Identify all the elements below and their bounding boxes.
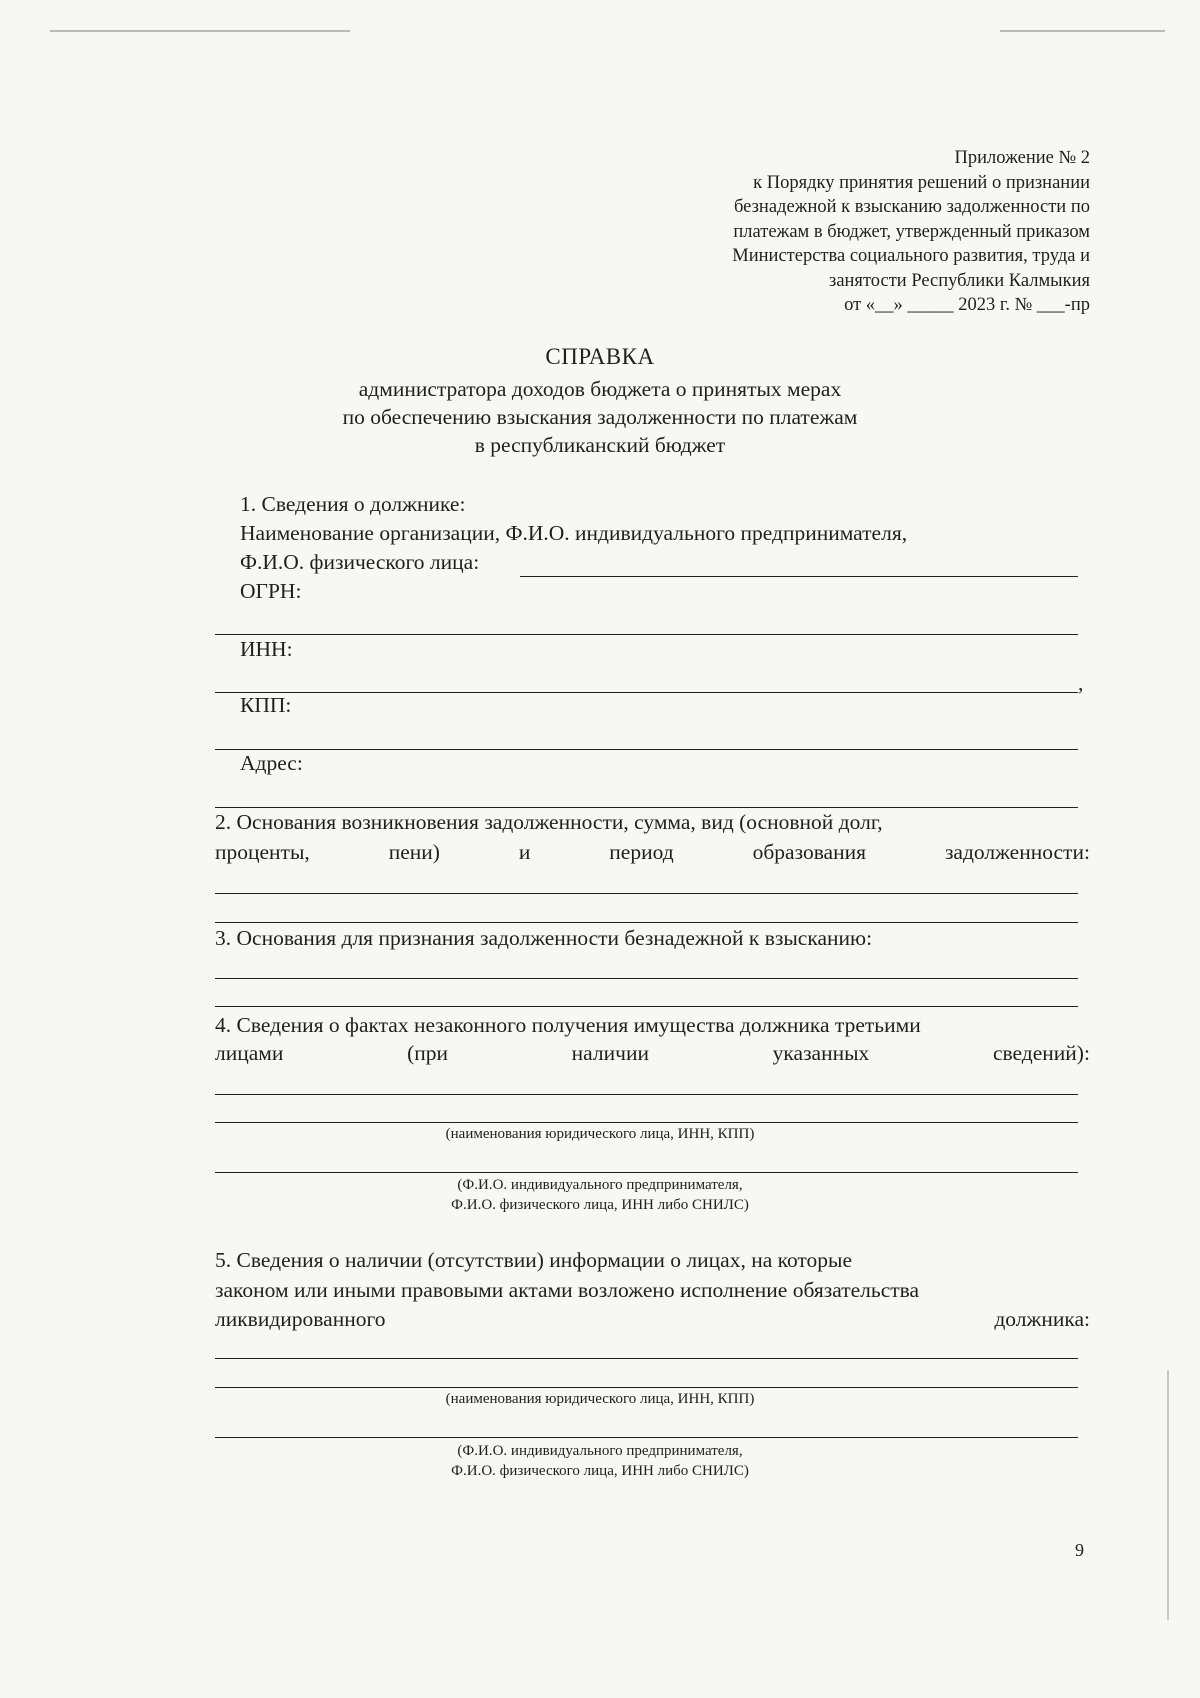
caption-line: Ф.И.О. физического лица, ИНН либо СНИЛС) bbox=[451, 1197, 749, 1213]
appendix-line: Приложение № 2 bbox=[954, 148, 1090, 168]
section2-word: период bbox=[609, 840, 674, 864]
section2-word: задолженности: bbox=[944, 840, 1090, 864]
section3-field-2[interactable] bbox=[215, 1006, 1078, 1007]
section5-line3 bbox=[215, 1307, 1090, 1332]
address-label: Адрес: bbox=[240, 751, 303, 775]
section5-field-1[interactable] bbox=[215, 1358, 1078, 1359]
subtitle-line: по обеспечению взыскания задолженности по платежам bbox=[342, 405, 858, 429]
section5-word: ликвидированного bbox=[215, 1307, 386, 1331]
appendix-line: безнадежной к взысканию задолженности по bbox=[734, 197, 1090, 217]
ogrn-label: ОГРН: bbox=[240, 579, 302, 603]
section4-field-1[interactable] bbox=[215, 1094, 1078, 1095]
caption-line: (Ф.И.О. индивидуального предпринимателя, bbox=[457, 1177, 743, 1193]
appendix-line: платежам в бюджет, утвержденный приказом bbox=[733, 221, 1090, 242]
section1-line2: Ф.И.О. физического лица: bbox=[240, 550, 480, 574]
section1-heading: 1. Сведения о должнике: bbox=[240, 492, 466, 516]
document-subtitle bbox=[0, 375, 1200, 459]
section3-field-1[interactable] bbox=[215, 978, 1078, 979]
section5-field-person[interactable] bbox=[215, 1437, 1078, 1438]
section5-line1: 5. Сведения о наличии (отсутствии) информации о лицах, на которые bbox=[215, 1248, 853, 1272]
section5-word: должника: bbox=[994, 1307, 1090, 1331]
section4-line1: 4. Сведения о фактах незаконного получения имущества должника третьими bbox=[215, 1013, 921, 1037]
caption-line: Ф.И.О. физического лица, ИНН либо СНИЛС) bbox=[451, 1463, 749, 1479]
section2-word: проценты, bbox=[215, 840, 310, 864]
section5-caption-legal: (наименования юридического лица, ИНН, КПП) bbox=[445, 1391, 755, 1407]
appendix-line: от «__» _____ 2023 г. № ___-пр bbox=[844, 295, 1090, 315]
scan-edge-top-right bbox=[1000, 30, 1165, 32]
section1-line1: Наименование организации, Ф.И.О. индивидуального предпринимателя, bbox=[240, 521, 908, 545]
section2-field-2[interactable] bbox=[215, 922, 1078, 923]
section2-field-1[interactable] bbox=[215, 893, 1078, 894]
document-title: СПРАВКА bbox=[545, 344, 655, 369]
section5-line2: законом или иными правовыми актами возложено исполнение обязательства bbox=[215, 1278, 920, 1302]
section4-field-person[interactable] bbox=[215, 1172, 1078, 1173]
section5-caption-person bbox=[0, 1441, 1200, 1481]
subtitle-line: в республиканский бюджет bbox=[474, 433, 726, 457]
inn-comma: , bbox=[1078, 671, 1084, 695]
scan-edge-top bbox=[50, 30, 350, 32]
section4-word: (при bbox=[407, 1041, 448, 1065]
kpp-field[interactable] bbox=[215, 749, 1078, 750]
section4-field-legal[interactable] bbox=[215, 1122, 1078, 1123]
section4-line2 bbox=[215, 1041, 1090, 1066]
inn-field[interactable] bbox=[215, 692, 1078, 693]
appendix-line: к Порядку принятия решений о признании bbox=[753, 172, 1090, 193]
section4-caption-legal: (наименования юридического лица, ИНН, КПП) bbox=[445, 1126, 755, 1142]
ogrn-field[interactable] bbox=[215, 634, 1078, 635]
subtitle-line: администратора доходов бюджета о принятых мерах bbox=[358, 377, 842, 401]
section2-word: пени) bbox=[388, 840, 440, 864]
section2-line2 bbox=[215, 840, 1090, 865]
caption-line: (Ф.И.О. индивидуального предпринимателя, bbox=[457, 1443, 743, 1459]
appendix-line: Министерства социального развития, труда и bbox=[732, 246, 1090, 266]
address-field[interactable] bbox=[215, 807, 1078, 808]
section2-line1: 2. Основания возникновения задолженности, сумма, вид (основной долг, bbox=[215, 810, 883, 834]
appendix-line: занятости Республики Калмыкия bbox=[829, 270, 1090, 291]
inn-label: ИНН: bbox=[240, 637, 293, 661]
section4-word: сведений): bbox=[992, 1041, 1090, 1065]
kpp-label: КПП: bbox=[240, 693, 292, 717]
debtor-name-field[interactable] bbox=[520, 576, 1078, 577]
section4-word: наличии bbox=[571, 1041, 649, 1065]
section4-caption-person bbox=[0, 1175, 1200, 1215]
section2-word: образования bbox=[752, 840, 867, 864]
page-number: 9 bbox=[1075, 1540, 1084, 1560]
appendix-header bbox=[570, 146, 1090, 318]
section5-field-legal[interactable] bbox=[215, 1387, 1078, 1388]
section4-word: указанных bbox=[772, 1041, 870, 1065]
section3-line1: 3. Основания для признания задолженности безнадежной к взысканию: bbox=[215, 926, 873, 950]
section4-word: лицами bbox=[215, 1041, 284, 1065]
section2-word: и bbox=[518, 840, 531, 864]
